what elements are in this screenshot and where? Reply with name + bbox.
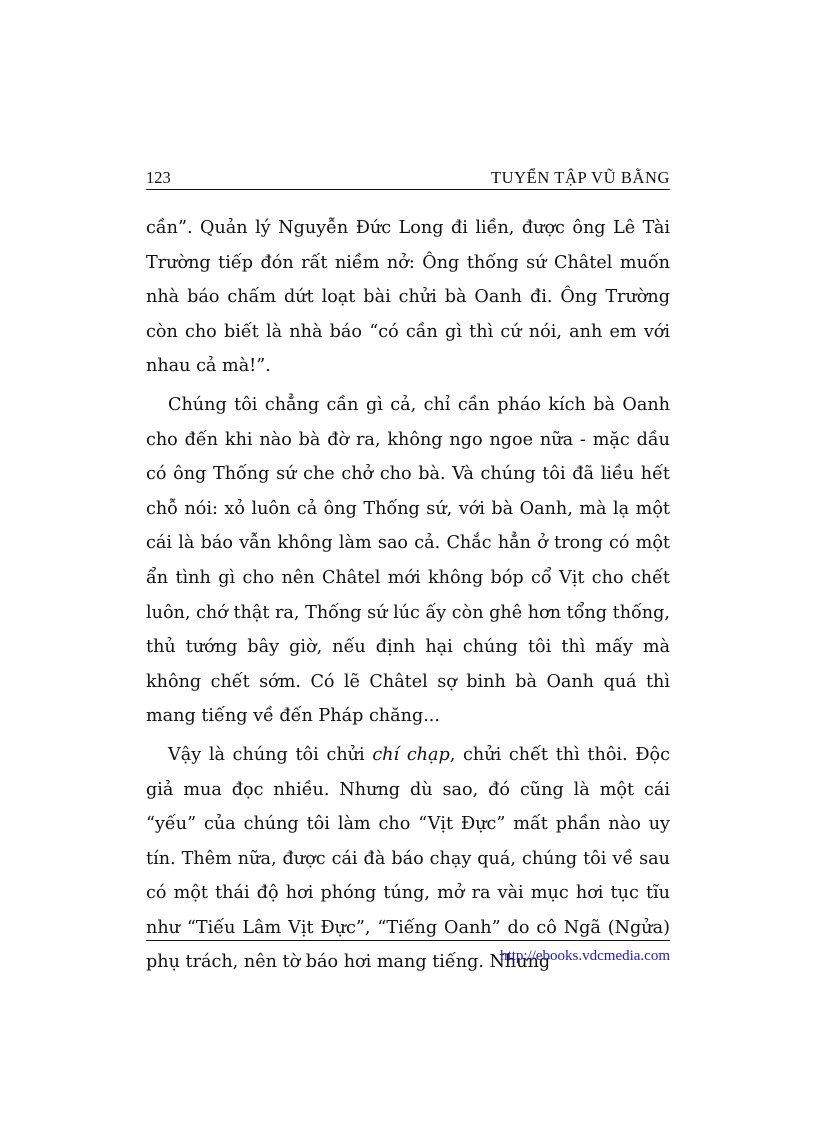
book-page: [146, 0, 670, 1123]
footer-divider: [146, 940, 670, 941]
page-number: 123: [146, 168, 171, 187]
paragraph-3: [146, 738, 670, 980]
body-text: [146, 211, 670, 984]
page-header: [146, 163, 670, 190]
paragraph-1: cần”. Quản lý Nguyễn Đức Long đi liền, được ông Lê Tài Trường tiếp đón rất niềm nở: Ông thống sứ Châtel muốn nhà báo chấm dứt loạt bài chửi bà Oanh đi. Ông Trường còn cho biết là nhà báo “có cần gì thì cứ nói, anh em với nhau cả mà!”.: [146, 218, 670, 377]
paragraph-3-after: , chửi chết thì thôi. Độc giả mua đọc nhiều. Nhưng dù sao, đó cũng là một cái “yếu” của chúng tôi làm cho “Vịt Đực” mất phần nào uy tín. Thêm nữa, được cái đà báo chạy quá, chúng tôi về sau có một thái độ hơi phóng túng, mở ra vài mục hơi tục tĩu như “Tiếu Lâm Vịt Đực”, “Tiếng Oanh” do cô Ngã (Ngửa) phụ trách, nên tờ báo hơi mang tiếng. Nhưng: [146, 744, 670, 973]
paragraph-3-italic: chí chạp: [372, 744, 450, 765]
running-title: TUYỂN TẬP VŨ BẰNG: [490, 168, 670, 187]
paragraph-3-before: Vậy là chúng tôi chửi: [168, 744, 373, 765]
footer-link[interactable]: http://ebooks.vdcmedia.com: [500, 948, 670, 964]
paragraph-2: Chúng tôi chẳng cần gì cả, chỉ cần pháo kích bà Oanh cho đến khi nào bà đờ ra, không ngo ngoe nữa - mặc dầu có ông Thống sứ che chở cho bà. Và chúng tôi đã liều hết chỗ nói: xỏ luôn cả ông Thống sứ, với bà Oanh, mà lạ một cái là báo vẫn không làm sao cả. Chắc hẳn ở trong có một ẩn tình gì cho nên Châtel mới không bóp cổ Vịt cho chết luôn, chớ thật ra, Thống sứ lúc ấy còn ghê hơn tổng thống, thủ tướng bây giờ, nếu định hại chúng tôi thì mấy mà không chết sớm. Có lẽ Châtel sợ binh bà Oanh quá thì mang tiếng về đến Pháp chăng...: [146, 394, 670, 727]
